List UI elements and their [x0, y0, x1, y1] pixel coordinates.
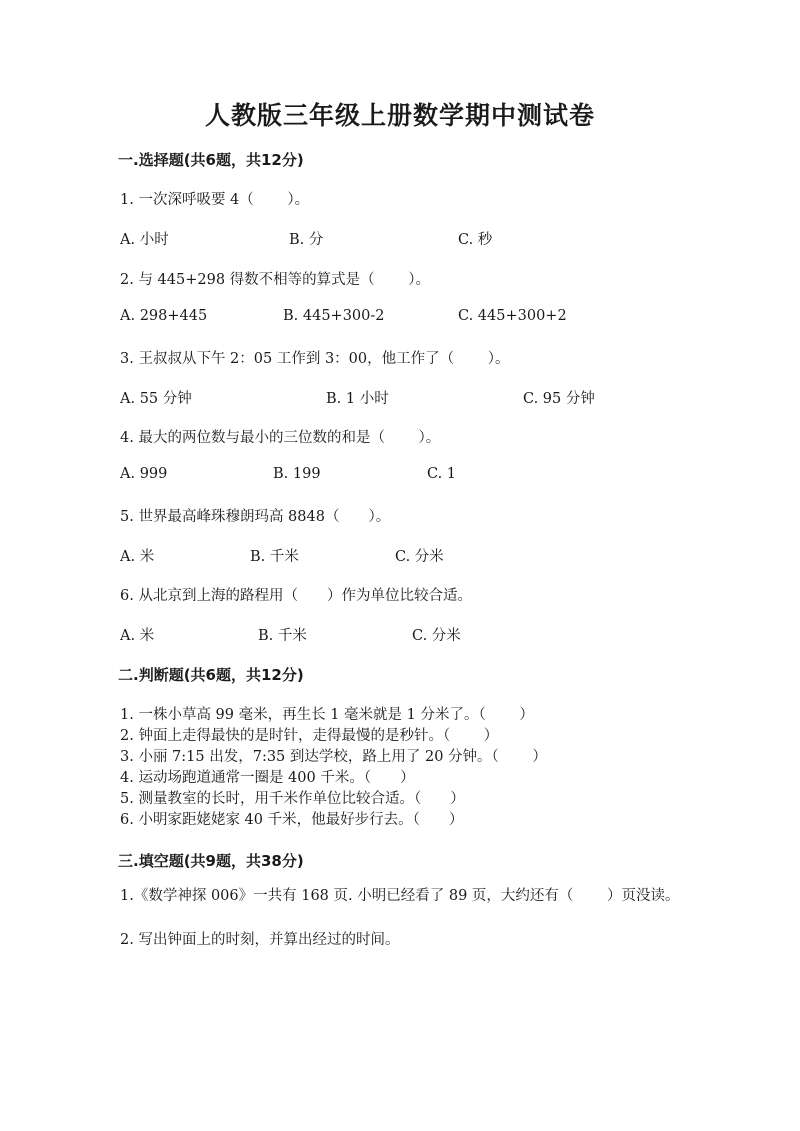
- fill-item: 1.《数学神探 006》一共有 168 页. 小明已经看了 89 页，大约还有（ ）页没读。: [120, 888, 680, 904]
- question-stem: 1. 一次深呼吸要 4（ ）。: [120, 192, 310, 208]
- fill-item: 2. 写出钟面上的时刻，并算出经过的时间。: [120, 932, 400, 948]
- judge-item: 6. 小明家距姥姥家 40 千米，他最好步行去。（ ）: [120, 812, 464, 828]
- question-stem: 4. 最大的两位数与最小的三位数的和是（ ）。: [120, 430, 441, 446]
- option-a: A. 米: [120, 628, 155, 644]
- option-c: C. 秒: [458, 232, 493, 248]
- option-a: A. 298+445: [120, 308, 208, 324]
- option-c: C. 1: [427, 466, 457, 482]
- option-b: B. 千米: [250, 549, 299, 565]
- option-c: C. 95 分钟: [523, 391, 595, 407]
- option-b: B. 分: [289, 232, 324, 248]
- section-heading-choice: 一.选择题(共6题，共12分): [118, 151, 304, 169]
- judge-item: 5. 测量教室的长时，用千米作单位比较合适。（ ）: [120, 791, 465, 807]
- option-b: B. 千米: [258, 628, 307, 644]
- option-b: B. 1 小时: [326, 391, 389, 407]
- page-title: 人教版三年级上册数学期中测试卷: [204, 101, 595, 130]
- option-b: B. 199: [273, 466, 321, 482]
- option-b: B. 445+300-2: [283, 308, 385, 324]
- judge-item: 4. 运动场跑道通常一圈是 400 千米。（ ）: [120, 770, 415, 786]
- option-c: C. 445+300+2: [458, 308, 567, 324]
- option-c: C. 分米: [412, 628, 461, 644]
- section-heading-judge: 二.判断题(共6题，共12分): [118, 666, 304, 684]
- option-a: A. 55 分钟: [120, 391, 192, 407]
- section-heading-fill: 三.填空题(共9题，共38分): [118, 852, 304, 870]
- option-a: A. 小时: [120, 232, 169, 248]
- option-a: A. 999: [120, 466, 168, 482]
- option-a: A. 米: [120, 549, 155, 565]
- judge-item: 1. 一株小草高 99 毫米，再生长 1 毫米就是 1 分米了。（ ）: [120, 707, 534, 723]
- question-stem: 5. 世界最高峰珠穆朗玛高 8848（ ）。: [120, 509, 391, 525]
- option-c: C. 分米: [395, 549, 444, 565]
- question-stem: 2. 与 445+298 得数不相等的算式是（ ）。: [120, 272, 431, 288]
- question-stem: 6. 从北京到上海的路程用（ ）作为单位比较合适。: [120, 588, 472, 604]
- judge-item: 3. 小丽 7:15 出发，7:35 到达学校，路上用了 20 分钟。（ ）: [120, 749, 547, 765]
- judge-item: 2. 钟面上走得最快的是时针，走得最慢的是秒针。（ ）: [120, 728, 499, 744]
- question-stem: 3. 王叔叔从下午 2：05 工作到 3：00，他工作了（ ）。: [120, 351, 510, 367]
